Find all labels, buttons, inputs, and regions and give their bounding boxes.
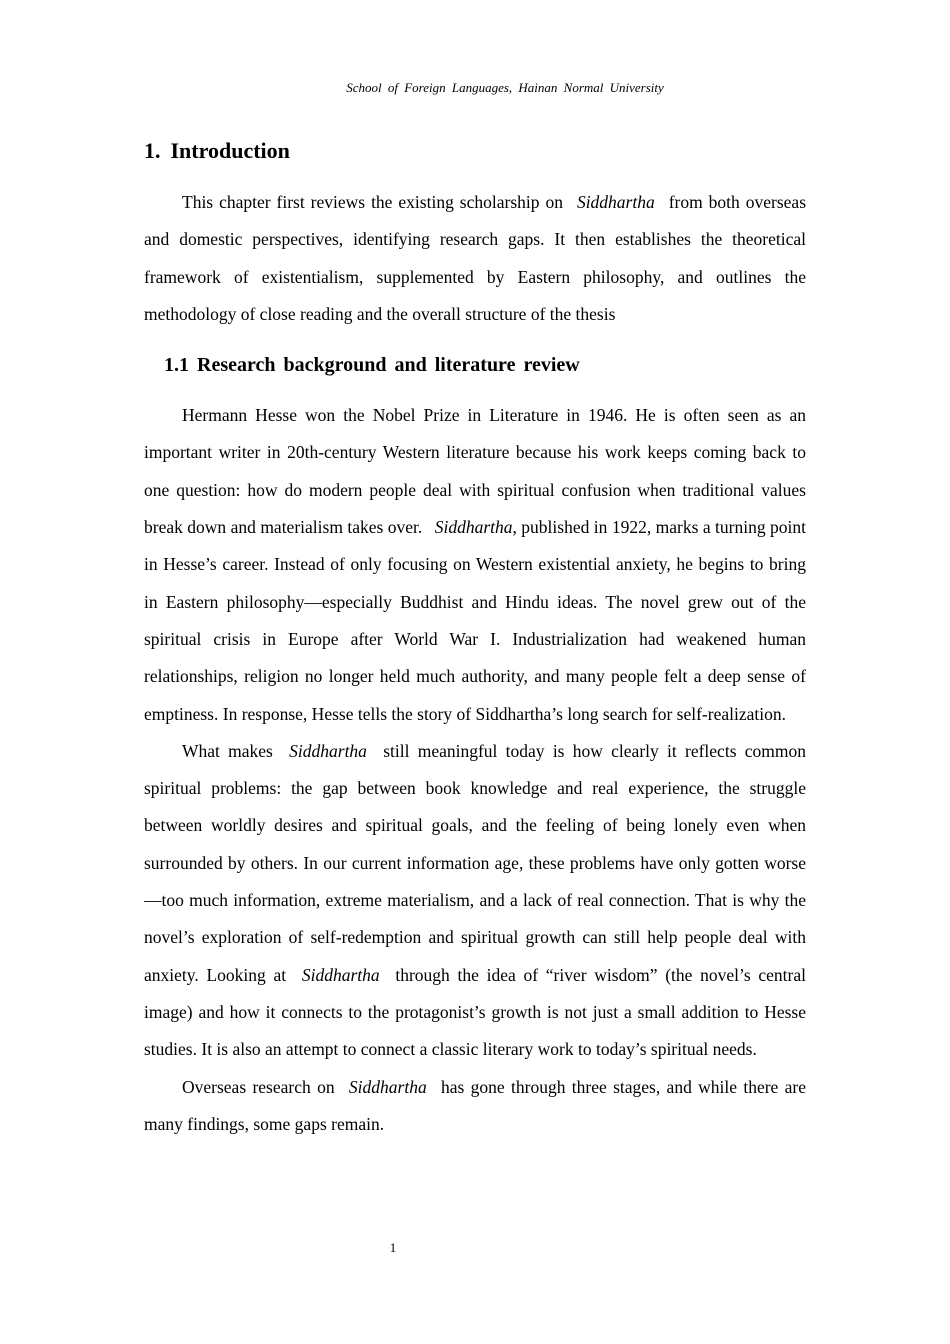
- paragraph-text: has gone through three stages, and while there are many findings, some gaps remain.: [144, 1076, 806, 1134]
- paragraph-text: through the idea of “river wisdom” (the novel’s central image) and how it connects to the protagonist’s growth is not just a small addition to Hesse studies. It is also an attempt to connect a classic literary work to today’s spiritual needs.: [144, 964, 806, 1060]
- subsection-heading: [144, 350, 806, 380]
- relevance-paragraph: [144, 733, 806, 1069]
- paragraph-text: Hermann Hesse won the Nobel Prize in Literature in 1946. He is often seen as an important writer in 20th-century Western literature because his work keeps coming back to one question: how do modern people deal with spiritual confusion when traditional values break down and materialism takes over.: [144, 405, 806, 538]
- section-heading: [144, 136, 806, 166]
- paragraph-text: still meaningful today is how clearly it reflects common spiritual problems: the gap between book knowledge and real experience, the struggle between worldly desires and spiritual goals, and the feeling of being lonely even when surrounded by others. In our current information age, these problems have only gotten worse—too much information, extreme materialism, and a lack of real connection. That is why the novel’s exploration of self-redemption and spiritual growth can still help people deal with anxiety. Looking at: [144, 740, 807, 985]
- intro-paragraph: [144, 184, 806, 333]
- background-paragraph: [144, 397, 806, 733]
- running-header: School of Foreign Languages, Hainan Normal University: [346, 80, 664, 95]
- book-title: Siddhartha: [576, 192, 655, 212]
- book-title: Siddhartha: [289, 740, 367, 761]
- paragraph-text: , published in 1922, marks a turning point in Hesse’s career. Instead of only focusing on Western existential anxiety, he begins to bring in Eastern philosophy—especially Buddhist and Hindu ideas. The novel grew out of the spiritual crisis in Europe after World War I. Industrialization had weakened human relationships, religion no longer held much authority, and many people felt a deep sense of emptiness. In response, Hesse tells the story of Siddhartha’s long search for self-realization.: [144, 517, 807, 724]
- intro-text-start: This chapter first reviews the existing scholarship on: [182, 192, 563, 212]
- intro-text-end: from both overseas and domestic perspectives, identifying research gaps. It then establishes the theoretical framework of existentialism, supplemented by Eastern philosophy, and outlines the methodology of close reading and the overall structure of the thesis: [144, 192, 807, 324]
- subsection-title: Research background and literature review: [197, 354, 580, 377]
- book-title: Siddhartha: [301, 964, 380, 985]
- page-content: [144, 136, 806, 1143]
- paragraph-text: What makes: [182, 740, 273, 761]
- book-title: Siddhartha: [348, 1076, 427, 1097]
- overseas-research-paragraph: [144, 1069, 806, 1144]
- section-title: Introduction: [170, 138, 290, 163]
- section-number: 1.: [144, 138, 161, 163]
- paragraph-text: Overseas research on: [182, 1076, 335, 1097]
- page-number: 1: [389, 1240, 397, 1255]
- book-title: Siddhartha: [434, 517, 513, 538]
- subsection-number: 1.1: [164, 354, 189, 377]
